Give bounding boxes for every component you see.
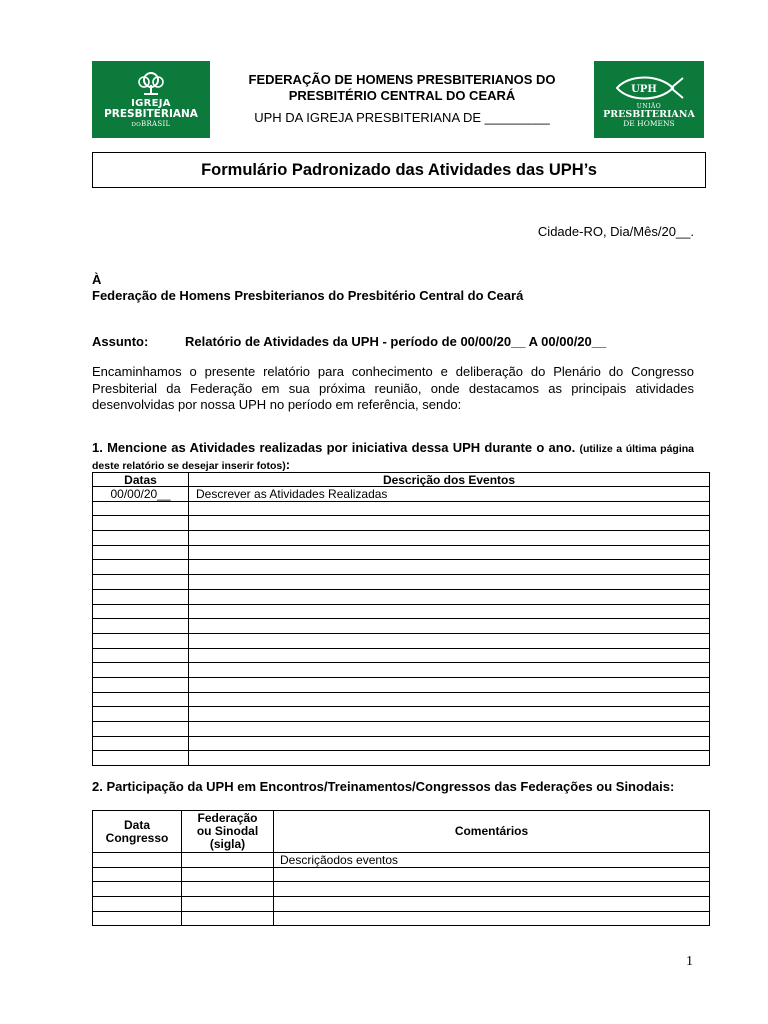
- table-row: [93, 648, 710, 663]
- col-header-congress-date-b: Congresso: [105, 830, 169, 845]
- cell-description[interactable]: [189, 501, 710, 516]
- cell-description[interactable]: [189, 707, 710, 722]
- cell-congress-date[interactable]: [93, 882, 182, 897]
- cell-federation[interactable]: [182, 911, 274, 926]
- cell-description[interactable]: [189, 619, 710, 634]
- cell-description[interactable]: [189, 663, 710, 678]
- table-row: [93, 911, 710, 926]
- cell-comments[interactable]: [274, 882, 710, 897]
- cell-description[interactable]: [189, 560, 710, 575]
- cell-comments[interactable]: [274, 867, 710, 882]
- section1-colon: :: [285, 457, 291, 472]
- cell-description[interactable]: [189, 575, 710, 590]
- cell-description[interactable]: [189, 633, 710, 648]
- header-subtitle: UPH DA IGREJA PRESBITERIANA DE _________: [254, 110, 550, 125]
- table-row: [93, 560, 710, 575]
- table-row: [93, 633, 710, 648]
- col-header-federation: [182, 811, 274, 853]
- col-header-dates: Datas: [93, 473, 189, 487]
- cell-date[interactable]: [93, 531, 189, 546]
- cell-date[interactable]: [93, 604, 189, 619]
- cell-date[interactable]: [93, 677, 189, 692]
- logo-right-badge: UPH: [631, 84, 657, 95]
- subject-text: Relatório de Atividades da UPH - período de 00/00/20__ A 00/00/20__: [185, 334, 607, 349]
- section2-title: 2. Participação da UPH em Encontros/Treinamentos/Congressos das Federações ou Sinodais:: [92, 779, 675, 794]
- cell-date[interactable]: [93, 545, 189, 560]
- logo-left-line3: [92, 120, 210, 129]
- igreja-presbiteriana-logo: [92, 61, 210, 138]
- cell-date[interactable]: [93, 575, 189, 590]
- col-header-description: Descrição dos Eventos: [189, 473, 710, 487]
- cell-date[interactable]: [93, 751, 189, 766]
- cell-comments[interactable]: [274, 897, 710, 912]
- table-row: [93, 619, 710, 634]
- activities-table: [92, 472, 710, 766]
- cell-comments[interactable]: Descriçãodos eventos: [274, 853, 710, 868]
- cell-description[interactable]: [189, 722, 710, 737]
- cell-federation[interactable]: [182, 882, 274, 897]
- table-row: [93, 663, 710, 678]
- cell-description[interactable]: [189, 751, 710, 766]
- logo-left-line3b: BRASIL: [141, 120, 171, 128]
- address-recipient: Federação de Homens Presbiterianos do Presbitério Central do Ceará: [92, 288, 524, 303]
- logo-right-line1: UNIÃO: [636, 103, 662, 110]
- logo-left-line3a: DO: [131, 122, 142, 128]
- cell-date[interactable]: [93, 619, 189, 634]
- cell-date[interactable]: [93, 707, 189, 722]
- logo-right-line3: DE HOMENS: [623, 119, 675, 128]
- cell-date[interactable]: [93, 722, 189, 737]
- header-title-line2: PRESBITÉRIO CENTRAL DO CEARÁ: [288, 88, 516, 103]
- table-row: [93, 882, 710, 897]
- table-header-row: [93, 811, 710, 853]
- cell-date[interactable]: [93, 516, 189, 531]
- city-date: Cidade-RO, Dia/Mês/20__.: [537, 224, 694, 239]
- table-row: [93, 589, 710, 604]
- col-header-comments: Comentários: [274, 811, 710, 853]
- col-header-federation-a: Federação: [197, 811, 258, 825]
- cell-federation[interactable]: [182, 853, 274, 868]
- cell-description[interactable]: [189, 677, 710, 692]
- intro-paragraph: Encaminhamos o presente relatório para conhecimento e deliberação do Plenário do Congresso Presbiterial da Federação em sua próxima reunião, onde destacamos as principais atividades desenvolvidas por nossa UPH no período em referência, sendo:: [92, 364, 694, 412]
- logo-left-line2: PRESBITERIANA: [104, 108, 198, 120]
- cell-date[interactable]: [93, 648, 189, 663]
- uph-logo: [594, 61, 704, 138]
- cell-date[interactable]: 00/00/20__: [93, 487, 189, 502]
- cell-description[interactable]: Descrever as Atividades Realizadas: [189, 487, 710, 502]
- table-row: [93, 516, 710, 531]
- cell-description[interactable]: [189, 531, 710, 546]
- cell-federation[interactable]: [182, 897, 274, 912]
- table-row: [93, 692, 710, 707]
- cell-comments[interactable]: [274, 911, 710, 926]
- cell-description[interactable]: [189, 648, 710, 663]
- fish-icon: [613, 73, 685, 103]
- header-title: [214, 72, 590, 104]
- table-row: [93, 867, 710, 882]
- cell-federation[interactable]: [182, 867, 274, 882]
- table-row: [93, 736, 710, 751]
- cell-congress-date[interactable]: [93, 897, 182, 912]
- cell-date[interactable]: [93, 501, 189, 516]
- cell-description[interactable]: [189, 589, 710, 604]
- col-header-congress-date: [93, 811, 182, 853]
- cell-congress-date[interactable]: [93, 911, 182, 926]
- cell-description[interactable]: [189, 516, 710, 531]
- table-row: [93, 677, 710, 692]
- table-row: [93, 501, 710, 516]
- table-row: [93, 545, 710, 560]
- subject-label: Assunto:: [92, 334, 149, 349]
- cell-date[interactable]: [93, 560, 189, 575]
- col-header-federation-c: (sigla): [209, 837, 246, 851]
- table-row: [93, 722, 710, 737]
- col-header-federation-b: ou Sinodal: [196, 824, 259, 838]
- table-row: [93, 853, 710, 868]
- cell-date[interactable]: [93, 633, 189, 648]
- section1-title: [92, 440, 694, 474]
- cell-description[interactable]: [189, 736, 710, 751]
- congress-table: [92, 810, 710, 926]
- cell-date[interactable]: [93, 736, 189, 751]
- table-row: [93, 575, 710, 590]
- cell-date[interactable]: [93, 692, 189, 707]
- col-header-congress-date-a: Data: [123, 817, 150, 832]
- table-row: [93, 707, 710, 722]
- cell-congress-date[interactable]: [93, 853, 182, 868]
- logo-right-line2: PRESBITERIANA: [603, 109, 695, 120]
- header-title-line1: FEDERAÇÃO DE HOMENS PRESBITERIANOS DO: [248, 72, 556, 87]
- table-header-row: [93, 473, 710, 487]
- cell-description[interactable]: [189, 604, 710, 619]
- page-number: 1: [686, 954, 693, 969]
- section1-note: (utilize a última página deste relatório se desejar inserir fotos): [92, 443, 694, 472]
- address-to: À: [92, 272, 102, 287]
- form-title: Formulário Padronizado das Atividades das UPH’s: [92, 152, 706, 188]
- cell-date[interactable]: [93, 663, 189, 678]
- cell-congress-date[interactable]: [93, 867, 182, 882]
- cell-description[interactable]: [189, 692, 710, 707]
- cell-description[interactable]: [189, 545, 710, 560]
- table-row: [93, 604, 710, 619]
- section1-heading: 1. Mencione as Atividades realizadas por iniciativa dessa UPH durante o ano.: [92, 440, 576, 455]
- table-row: [93, 531, 710, 546]
- table-row: [93, 487, 710, 502]
- bush-icon: [134, 70, 168, 96]
- cell-date[interactable]: [93, 589, 189, 604]
- table-row: [93, 751, 710, 766]
- logo-left-line1: IGREJA: [131, 98, 171, 109]
- table-row: [93, 897, 710, 912]
